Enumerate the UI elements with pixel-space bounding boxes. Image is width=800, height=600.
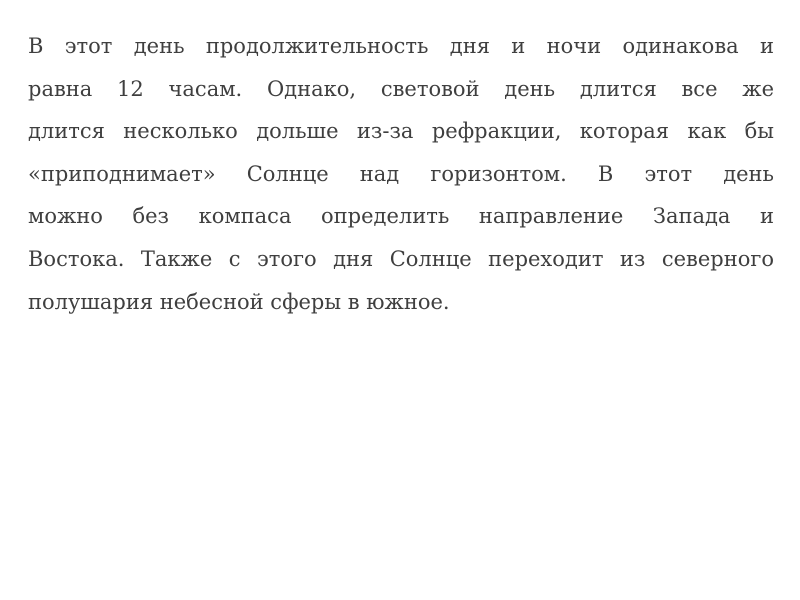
paragraph-line-7: полушария небесной сферы в южное. [28,289,450,314]
paragraph-line-3: длится несколько дольше из-за рефракции, которая как бы [28,119,774,144]
paragraph-line-2: равна 12 часам. Однако, световой день длится все же [28,76,774,101]
paragraph-line-6: Востока. Также с этого дня Солнце переходит из северного [28,246,774,271]
paragraph-line-1: В этот день продолжительность дня и ночи одинакова и [28,34,774,58]
body-paragraph [28,25,774,323]
paragraph-line-5: можно без компаса определить направление Запада и [28,204,774,229]
paragraph-line-4: «приподнимает» Солнце над горизонтом. В этот день [28,161,774,186]
